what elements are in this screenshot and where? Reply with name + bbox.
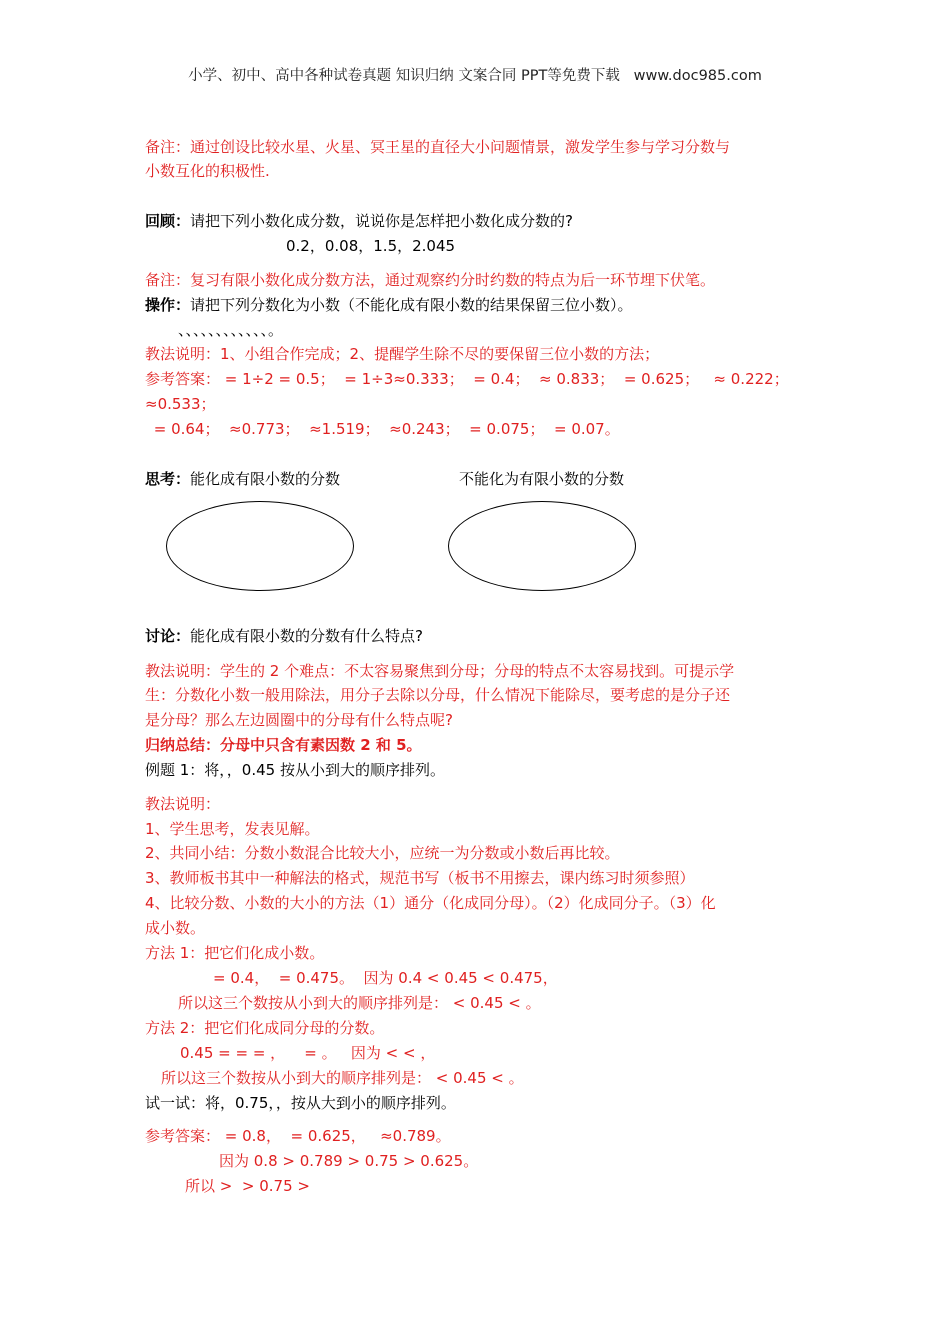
- review-numbers: 0.2，0.08，1.5，2.045: [286, 237, 456, 255]
- way1-title: 方法 1：把它们化成小数。: [145, 944, 325, 962]
- note1-line1: 备注：通过创设比较水星、火星、冥王星的直径大小问题情景，激发学生参与学习分数与: [145, 138, 731, 156]
- review-label: 回顾：: [145, 212, 191, 230]
- page-header: 小学、初中、高中各种试卷真题 知识归纳 文案合同 PPT等免费下载 www.doc985.com: [188, 68, 762, 84]
- discuss-text: 能化成有限小数的分数有什么特点?: [190, 627, 423, 645]
- answers-line1: 参考答案： = 1÷2 = 0.5； = 1÷3≈0.333； = 0.4； ≈ 0.833； = 0.625； ≈ 0.222；: [145, 370, 789, 388]
- way2-line2: 所以这三个数按从小到大的顺序排列是： < 0.45 < 。: [161, 1069, 524, 1087]
- answer2-line1: 参考答案： = 0.8， = 0.625， ≈0.789。: [145, 1127, 451, 1145]
- way1-line2: 所以这三个数按从小到大的顺序排列是： < 0.45 < 。: [178, 994, 541, 1012]
- try-line: 试一试：将，0.75，，按从大到小的顺序排列。: [145, 1094, 456, 1112]
- method3-title: 教法说明：: [145, 795, 221, 813]
- method3-item-1: 1、学生思考，发表见解。: [145, 820, 320, 838]
- method-note2-line3: 是分母？那么左边圆圈中的分母有什么特点呢?: [145, 711, 453, 729]
- operation-line: [145, 295, 633, 315]
- note1-line2: 小数互化的积极性.: [145, 162, 270, 180]
- review-line: [145, 211, 573, 231]
- way2-title: 方法 2：把它们化成同分母的分数。: [145, 1019, 385, 1037]
- way1-line1: = 0.4， = 0.475。 因为 0.4 < 0.45 < 0.475，: [213, 969, 558, 987]
- method3-item-3: 3、教师板书其中一种解法的格式，规范书写（板书不用擦去，课内练习时须参照）: [145, 869, 695, 887]
- operation-text: 请把下列分数化为小数（不能化成有限小数的结果保留三位小数）。: [190, 296, 633, 314]
- method3-item-2: 2、共同小结：分数小数混合比较大小，应统一为分数或小数后再比较。: [145, 844, 620, 862]
- method-note: 教法说明：1、小组合作完成；2、提醒学生除不尽的要保留三位小数的方法；: [145, 345, 660, 363]
- method-note2-line2: 生：分数化小数一般用除法，用分子去除以分母，什么情况下能除尽，要考虑的是分子还: [145, 686, 731, 704]
- note2: 备注：复习有限小数化成分数方法，通过观察约分时约数的特点为后一环节埋下伏笔。: [145, 271, 716, 289]
- answer2-line2: 因为 0.8 > 0.789 > 0.75 > 0.625。: [219, 1152, 479, 1170]
- infinite-decimal-circle: [448, 501, 636, 591]
- method-note2-line1: 教法说明：学生的 2 个难点：不太容易聚焦到分母；分母的特点不太容易找到。可提示学: [145, 662, 735, 680]
- answers-line2: ≈0.533；: [145, 395, 216, 413]
- review-text: 请把下列小数化成分数，说说你是怎样把小数化成分数的?: [190, 212, 573, 230]
- method3-item-5: 成小数。: [145, 919, 206, 937]
- summary: 归纳总结：分母中只含有素因数 2 和 5。: [145, 736, 422, 754]
- answers-line3: = 0.64； ≈0.773； ≈1.519； ≈0.243； = 0.075； = 0.07。: [149, 420, 620, 438]
- operation-label: 操作：: [145, 296, 191, 314]
- way2-line1: 0.45 = = = ， = 。 因为 < < ，: [180, 1044, 436, 1062]
- example1: 例题 1：将，，0.45 按从小到大的顺序排列。: [145, 761, 445, 779]
- think-label: 思考：: [145, 470, 191, 488]
- discuss-label: 讨论：: [145, 627, 191, 645]
- finite-decimal-circle: [166, 501, 354, 591]
- answer2-line3: 所以 > > 0.75 >: [185, 1177, 310, 1195]
- think-line: [145, 469, 340, 489]
- think-left: 能化成有限小数的分数: [190, 470, 341, 488]
- think-right: 不能化为有限小数的分数: [459, 470, 625, 488]
- operation-list: 、、、、、、、、、、、、。: [178, 321, 284, 339]
- method3-item-4: 4、比较分数、小数的大小的方法（1）通分（化成同分母）。（2）化成同分子。（3）化: [145, 894, 716, 912]
- discuss-line: [145, 626, 423, 646]
